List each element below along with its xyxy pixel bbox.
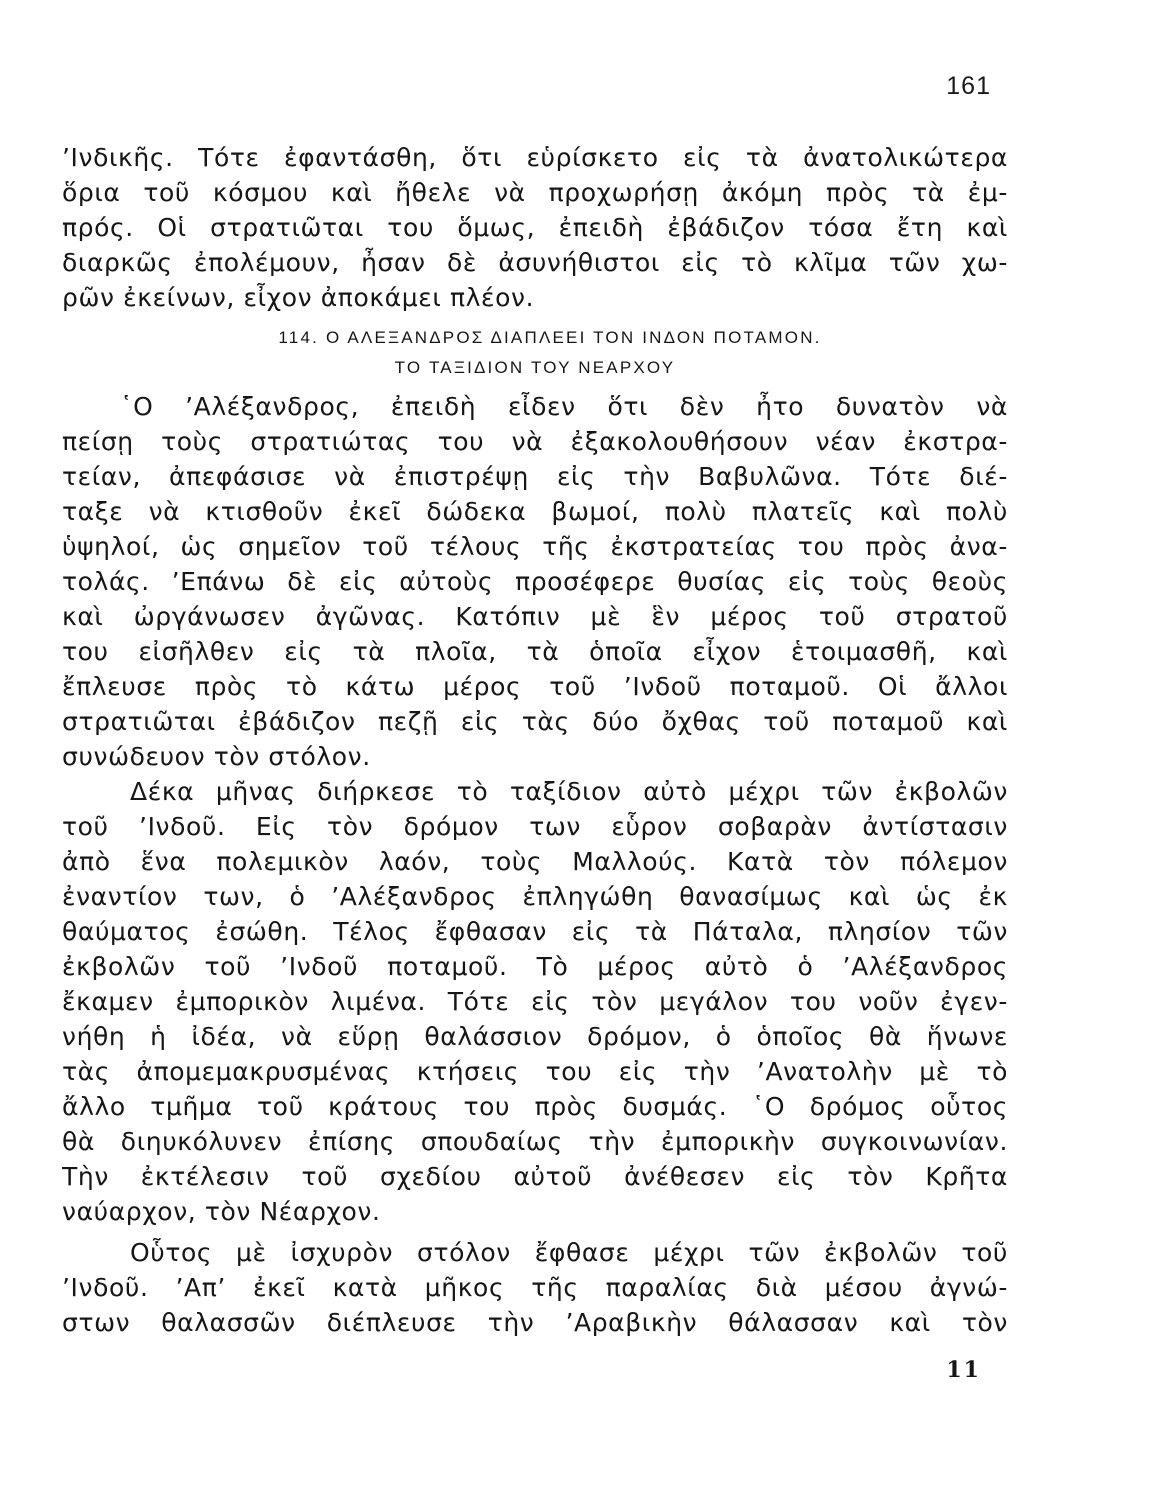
text-line: ναύαρχον, τὸν Νέαρχον. bbox=[62, 1197, 381, 1226]
text-line: ἐκβολῶν τοῦ ’Ινδοῦ ποταμοῦ. Τὸ μέρος αὐτὸ ὁ ’Αλέξανδρος bbox=[62, 952, 1008, 981]
text-line: τοῦ ’Ινδοῦ. Εἰς τὸν δρόμον των εὗρον σοβαρὰν ἀντίστασιν bbox=[62, 812, 1008, 841]
text-line: ’Ινδοῦ. ’Απ’ ἐκεῖ κατὰ μῆκος τῆς παραλίας διὰ μέσου ἀγνώ- bbox=[62, 1273, 1008, 1302]
text-line: τολάς. ’Επάνω δὲ εἰς αὐτοὺς προσέφερε θυσίας εἰς τοὺς θεοὺς bbox=[62, 567, 1008, 596]
text-line: θὰ διηυκόλυνεν ἐπίσης σπουδαίως τὴν ἐμπορικὴν συγκοινωνίαν. bbox=[62, 1127, 1008, 1156]
paragraph-2 bbox=[62, 389, 1008, 774]
text-line: καὶ ὠργάνωσεν ἀγῶνας. Κατόπιν μὲ ἓν μέρος τοῦ στρατοῦ bbox=[62, 602, 1008, 631]
section-heading bbox=[62, 323, 1008, 383]
text-line: νήθη ἡ ἰδέα, νὰ εὕρῃ θαλάσσιον δρόμον, ὁ ὁποῖος θὰ ἥνωνε bbox=[62, 1022, 1008, 1051]
text-line: ἔπλευσε πρὸς τὸ κάτω μέρος τοῦ ’Ινδοῦ ποταμοῦ. Οἱ ἄλλοι bbox=[62, 672, 1008, 701]
text-line: συνώδευον τὸν στόλον. bbox=[62, 742, 371, 771]
text-line: πείσῃ τοὺς στρατιώτας του νὰ ἐξακολουθήσουν νέαν ἐκστρα- bbox=[62, 427, 1008, 456]
printer-signature-mark: 11 bbox=[946, 1357, 981, 1383]
page-number: 161 bbox=[946, 72, 991, 100]
section-heading-subtitle: ΤΟ ΤΑΞΙΔΙΟΝ ΤΟΥ ΝΕΑΡΧΟΥ bbox=[394, 358, 676, 377]
paragraph-1 bbox=[62, 140, 1008, 315]
text-line: ὑψηλοί, ὡς σημεῖον τοῦ τέλους τῆς ἐκστρατείας του πρὸς ἀνα- bbox=[62, 532, 1008, 561]
text-line: διαρκῶς ἐπολέμουν, ἦσαν δὲ ἀσυνήθιστοι εἰς τὸ κλῖμα τῶν χω- bbox=[62, 248, 1008, 277]
text-line: ἄλλο τμῆμα τοῦ κράτους του πρὸς δυσμάς. ῾Ο δρόμος οὗτος bbox=[62, 1092, 1008, 1121]
text-line: στων θαλασσῶν διέπλευσε τὴν ’Αραβικὴν θάλασσαν καὶ τὸν bbox=[62, 1308, 1008, 1337]
text-line: Τὴν ἐκτέλεσιν τοῦ σχεδίου αὐτοῦ ἀνέθεσεν εἰς τὸν Κρῆτα bbox=[62, 1162, 1008, 1191]
section-heading-title: 114. Ο ΑΛΕΞΑΝΔΡΟΣ ΔΙΑΠΛΕΕΙ ΤΟΝ ΙΝΔΟΝ ΠΟΤΑΜΟΝ. bbox=[278, 328, 822, 347]
text-line: ὅρια τοῦ κόσμου καὶ ἤθελε νὰ προχωρήσῃ ἀκόμη πρὸς τὰ ἐμ- bbox=[62, 178, 1008, 207]
text-line: ἔκαμεν ἐμπορικὸν λιμένα. Τότε εἰς τὸν μεγάλον του νοῦν ἐγεν- bbox=[62, 987, 1008, 1016]
text-line: τείαν, ἀπεφάσισε νὰ ἐπιστρέψῃ εἰς τὴν Βαβυλῶνα. Τότε διέ- bbox=[62, 462, 1008, 491]
text-line: ἐναντίον των, ὁ ’Αλέξανδρος ἐπληγώθη θανασίμως καὶ ὡς ἐκ bbox=[62, 882, 1008, 911]
text-line: ’Ινδικῆς. Τότε ἐφαντάσθη, ὅτι εὑρίσκετο εἰς τὰ ἀνατολικώτερα bbox=[62, 143, 1008, 172]
text-line: θαύματος ἐσώθη. Τέλος ἔφθασαν εἰς τὰ Πάταλα, πλησίον τῶν bbox=[62, 917, 1008, 946]
text-line: πρός. Οἱ στρατιῶται του ὅμως, ἐπειδὴ ἐβάδιζον τόσα ἔτη καὶ bbox=[62, 213, 1008, 242]
text-line: στρατιῶται ἐβάδιζον πεζῇ εἰς τὰς δύο ὄχθας τοῦ ποταμοῦ καὶ bbox=[62, 707, 1008, 736]
text-line: του εἰσῆλθεν εἰς τὰ πλοῖα, τὰ ὁποῖα εἶχον ἑτοιμασθῆ, καὶ bbox=[62, 637, 1008, 666]
text-line: τὰς ἀπομεμακρυσμένας κτήσεις του εἰς τὴν ’Ανατολὴν μὲ τὸ bbox=[62, 1057, 1008, 1086]
text-line: ταξε νὰ κτισθοῦν ἐκεῖ δώδεκα βωμοί, πολὺ πλατεῖς καὶ πολὺ bbox=[62, 497, 1008, 526]
text-line: ῾Ο ’Αλέξανδρος, ἐπειδὴ εἶδεν ὅτι δὲν ἦτο δυνατὸν νὰ bbox=[120, 392, 1008, 421]
text-line: ἀπὸ ἕνα πολεμικὸν λαόν, τοὺς Μαλλούς. Κατὰ τὸν πόλεμον bbox=[62, 847, 1008, 876]
text-line: Οὗτος μὲ ἰσχυρὸν στόλον ἔφθασε μέχρι τῶν ἐκβολῶν τοῦ bbox=[130, 1238, 1008, 1267]
paragraph-4 bbox=[62, 1235, 1008, 1340]
text-line: ρῶν ἐκείνων, εἶχον ἀποκάμει πλέον. bbox=[62, 283, 535, 312]
body-text bbox=[62, 140, 1008, 1340]
paragraph-3 bbox=[62, 774, 1008, 1229]
text-line: Δέκα μῆνας διήρκεσε τὸ ταξίδιον αὐτὸ μέχρι τῶν ἐκβολῶν bbox=[130, 777, 1008, 806]
